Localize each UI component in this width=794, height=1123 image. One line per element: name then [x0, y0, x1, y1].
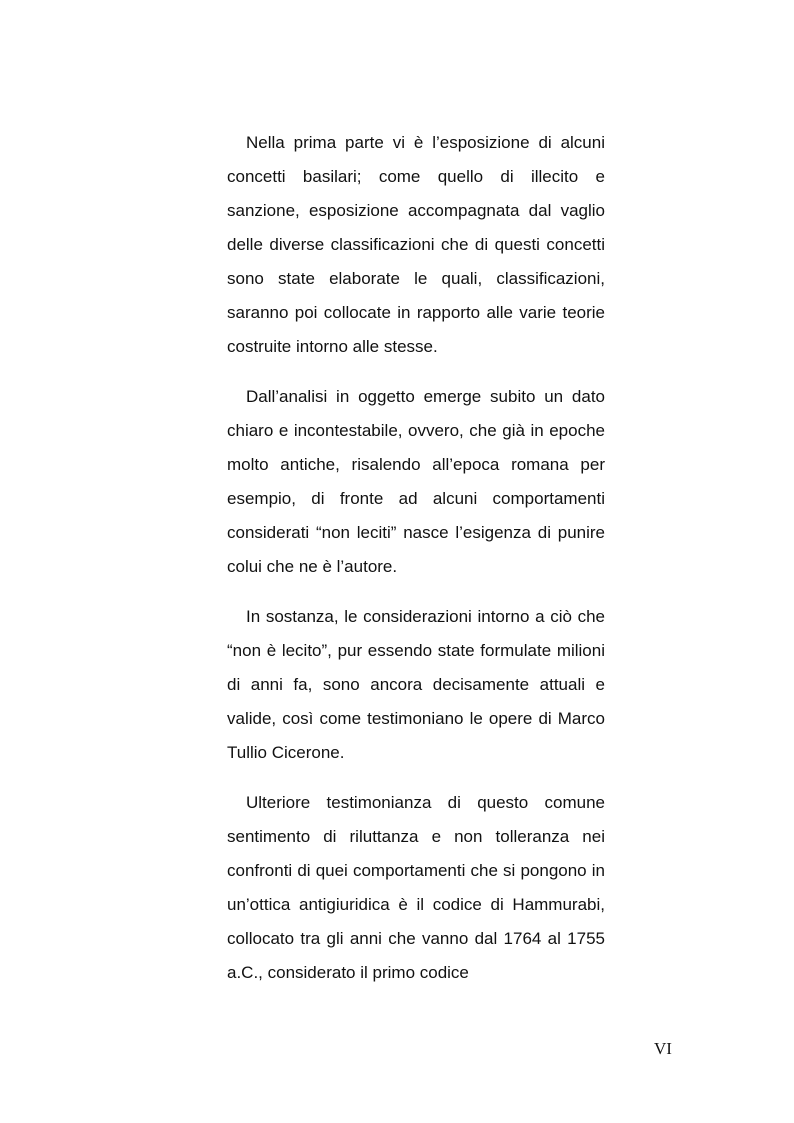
body-text — [227, 126, 605, 990]
paragraph-4: Ulteriore testimonianza di questo comune sentimento di riluttanza e non tolleranza nei confronti di quei comportamenti che si pongono in un’ottica antigiuridica è il codice di Hammurabi, collocato tra gli anni che vanno dal 1764 al 1755 a.C., considerato il primo codice — [227, 793, 605, 982]
page-number: VI — [654, 1039, 672, 1058]
paragraph-2: Dall’analisi in oggetto emerge subito un dato chiaro e incontestabile, ovvero, che già in epoche molto antiche, risalendo all’epoca romana per esempio, di fronte ad alcuni comportamenti considerati “non leciti” nasce l’esigenza di punire colui che ne è l’autore. — [227, 387, 605, 576]
paragraph-3: In sostanza, le considerazioni intorno a ciò che “non è lecito”, pur essendo state formulate milioni di anni fa, sono ancora decisamente attuali e valide, così come testimoniano le opere di Marco Tullio Cicerone. — [227, 607, 605, 762]
paragraph-1: Nella prima parte vi è l’esposizione di alcuni concetti basilari; come quello di illecito e sanzione, esposizione accompagnata dal vaglio delle diverse classificazioni che di questi concetti sono state elaborate le quali, classificazioni, saranno poi collocate in rapporto alle varie teorie costruite intorno alle stesse. — [227, 133, 605, 356]
